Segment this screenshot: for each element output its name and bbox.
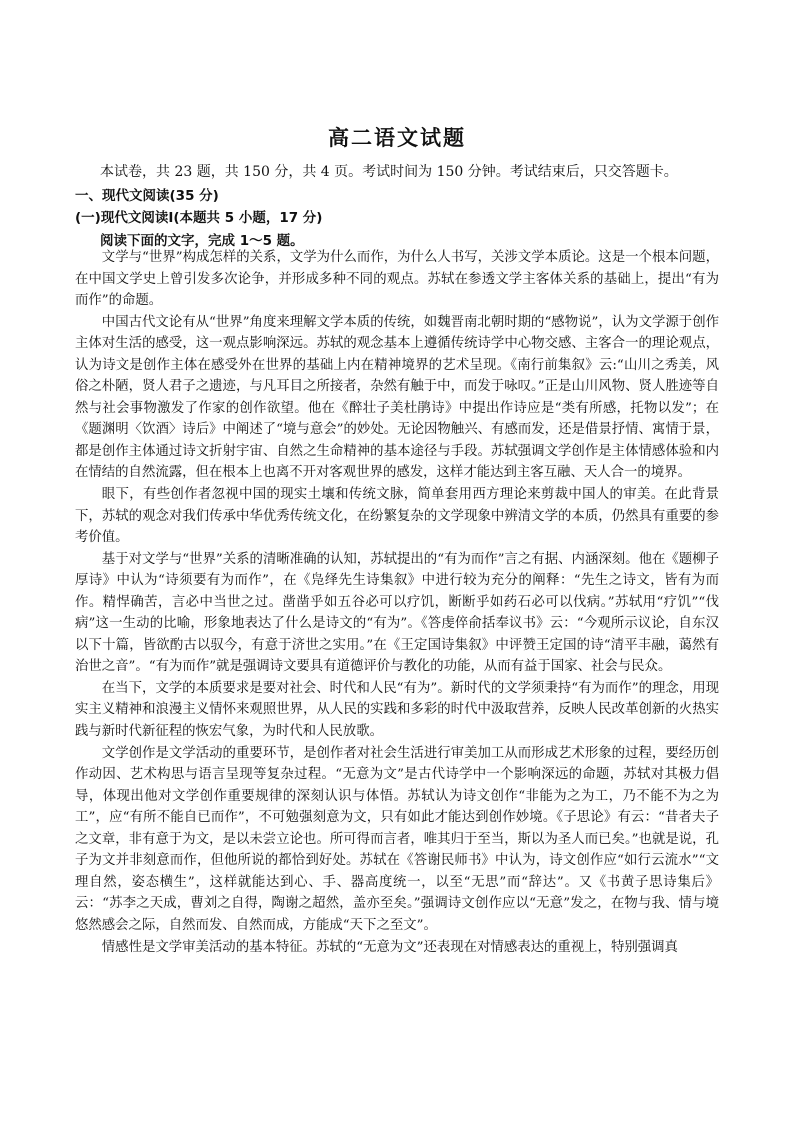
paragraph: 在当下，文学的本质要求是要对社会、时代和人民“有为”。新时代的文学须秉持“有为而作”的理念，用现实主义精神和浪漫主义情怀来观照世界，从人民的实践和多彩的时代中汲取营养，反映人民改革创新的火热实践与新时代新征程的恢宏气象，为时代和人民放歌。 (75, 680, 719, 740)
exam-intro: 本试卷，共 23 题，共 150 分，共 4 页。考试时间为 150 分钟。考试结束后，只交答题卡。 (100, 164, 678, 180)
page-title: 高二语文试题 (328, 125, 466, 150)
paragraph: 基于对文学与“世界”关系的清晰准确的认知，苏轼提出的“有为而作”言之有据、内涵深刻。他在《题柳子厚诗》中认为“诗须要有为而作”，在《凫绎先生诗集叙》中进行较为充分的阐释：“先生之诗文，皆有为而作。精悍确苦，言必中当世之过。凿凿乎如五谷必可以疗饥，断断乎如药石必可以伐病。”苏轼用“疗饥”“伐病”这一生动的比喻，形象地表达了什么是诗文的“有为”。《答虔倅俞括奉议书》云：“今观所示议论，自东汉以下十篇，皆欲酌古以驭今，有意于济世之实用。”在《王定国诗集叙》中评赞王定国的诗“清平丰融，蔼然有治世之音”。“有为而作”就是强调诗文要具有道德评价与教化的功能，从而有益于国家、社会与民众。 (75, 551, 719, 675)
paragraph: 眼下，有些创作者忽视中国的现实土壤和传统文脉，简单套用西方理论来剪裁中国人的审美。在此背景下，苏轼的观念对我们传承中华优秀传统文化，在纷繁复杂的文学现象中辨清文学的本质，仍然具有重要的参考价值。 (75, 487, 719, 546)
section-heading: 一、现代文阅读(35 分) (75, 188, 219, 204)
subsection-heading: (一)现代文阅读Ⅰ(本题共 5 小题，17 分) (75, 210, 323, 226)
paragraph: 中国古代文论有从“世界”角度来理解文学本质的传统，如魏晋南北朝时期的“感物说”，认为文学源于创作主体对生活的感受，这一观点影响深远。苏轼的观念基本上遵循传统诗学中心物交感、主客合一的理论观点，认为诗文是创作主体在感受外在世界的基础上内在精神境界的艺术呈现。《南行前集叙》云:“山川之秀美，风俗之朴陋，贤人君子之遗迹，与凡耳目之所接者，杂然有触于中，而发于咏叹。”正是山川风物、贤人胜迹等自然与社会事物激发了作家的创作欲望。他在《醉壮子美杜鹃诗》中提出作诗应是“类有所感，托物以发”；在《题渊明〈饮酒〉诗后》中阐述了“境与意会”的妙处。无论因物触兴、有感而发，还是借景抒情、寓情于景，都是创作主体通过诗文折射宇宙、自然之生命精神的基本途径与手段。苏轼强调文学创作是主体情感体验和内在情结的自然流露，但在根本上也离不开对客观世界的感发，这样才能达到主客互融、天人合一的境界。 (75, 314, 719, 481)
paragraph: 文学创作是文学活动的重要环节，是创作者对社会生活进行审美加工从而形成艺术形象的过程，要经历创作动因、艺术构思与语言呈现等复杂过程。“无意为文”是古代诗学中一个影响深远的命题，苏轼对其极力倡导，体现出他对文学创作重要规律的深刻认识与体悟。苏轼认为诗文创作“非能为之为工，乃不能不为之为工”，应“有所不能自已而作”，不可勉强刻意为文，只有如此才能达到创作妙境。《子思论》有云：“昔者夫子之文章，非有意于为文，是以未尝立论也。所可得而言者，唯其归于至当，斯以为圣人而已矣。”也就是说，孔子为文并非刻意而作，但他所说的都恰到好处。苏轼在《答谢民师书》中认为，诗文创作应“如行云流水”“文理自然，姿态横生”，这样就能达到心、手、器高度统一，以至“无思”而“辞达”。又《书黄子思诗集后》云：“苏李之天成，曹刘之自得，陶谢之超然，盖亦至矣。”强调诗文创作应以“无意”发之，在物与我、情与境悠然感会之际，自然而发、自然而成，方能成“天下之至文”。 (75, 745, 719, 933)
reading-instruction: 阅读下面的文字，完成 1～5 题。 (100, 233, 304, 249)
passage-body (75, 247, 719, 958)
paragraph: 情感性是文学审美活动的基本特征。苏轼的“无意为文”还表现在对情感表达的重视上，特别强调真 (101, 939, 678, 955)
paragraph: 文学与“世界”构成怎样的关系，文学为什么而作，为什么人书写，关涉文学本质论。这是一个根本问题，在中国文学史上曾引发多次论争，并形成多种不同的观点。苏轼在参透文学主客体关系的基础上，提出“有为而作”的命题。 (75, 250, 719, 309)
